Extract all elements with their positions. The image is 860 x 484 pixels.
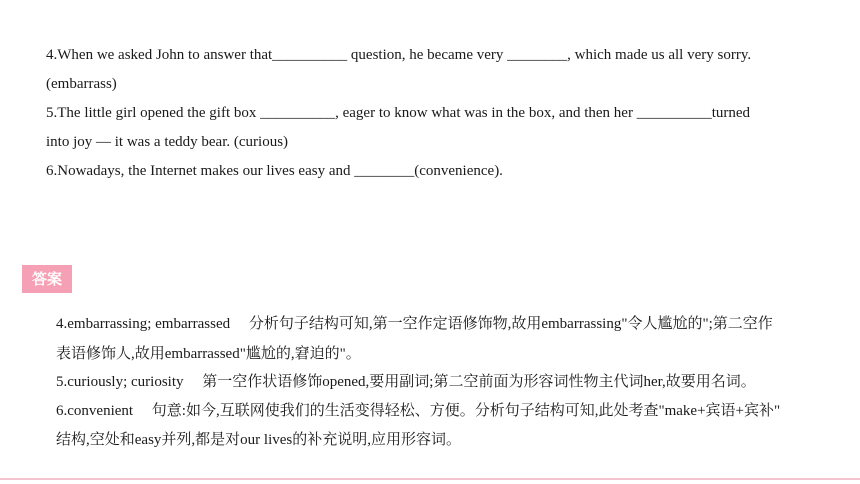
answer-4-line-1: 4.embarrassing; embarrassed 分析句子结构可知,第一空作定语修饰物,故用embarrassing"令人尴尬的";第二空作	[56, 316, 773, 332]
bottom-divider	[0, 478, 860, 480]
question-5-line-1: 5.The little girl opened the gift box __________, eager to know what was in the box, and then her __________turned	[46, 105, 751, 121]
answer-6-line-1: 6.convenient 句意:如今,互联网使我们的生活变得轻松、方便。分析句子结构可知,此处考查"make+宾语+宾补"	[56, 403, 781, 419]
answer-5-line-1: 5.curiously; curiosity 第一空作状语修饰opened,要用副词;第二空前面为形容词性物主代词her,故要用名词。	[56, 374, 756, 390]
answer-badge: 答案	[22, 265, 72, 293]
question-6-line-1: 6.Nowadays, the Internet makes our lives easy and ________(convenience).	[46, 163, 503, 179]
question-4-line-1: 4.When we asked John to answer that__________ question, he became very ________, which made us all very sorry.	[46, 47, 752, 63]
question-4-line-2: (embarrass)	[46, 76, 117, 92]
question-5-line-2: into joy — it was a teddy bear. (curious)	[46, 134, 289, 150]
answer-4-line-2: 表语修饰人,故用embarrassed"尴尬的,窘迫的"。	[56, 346, 361, 362]
answer-6-line-2: 结构,空处和easy并列,都是对our lives的补充说明,应用形容词。	[56, 432, 461, 448]
